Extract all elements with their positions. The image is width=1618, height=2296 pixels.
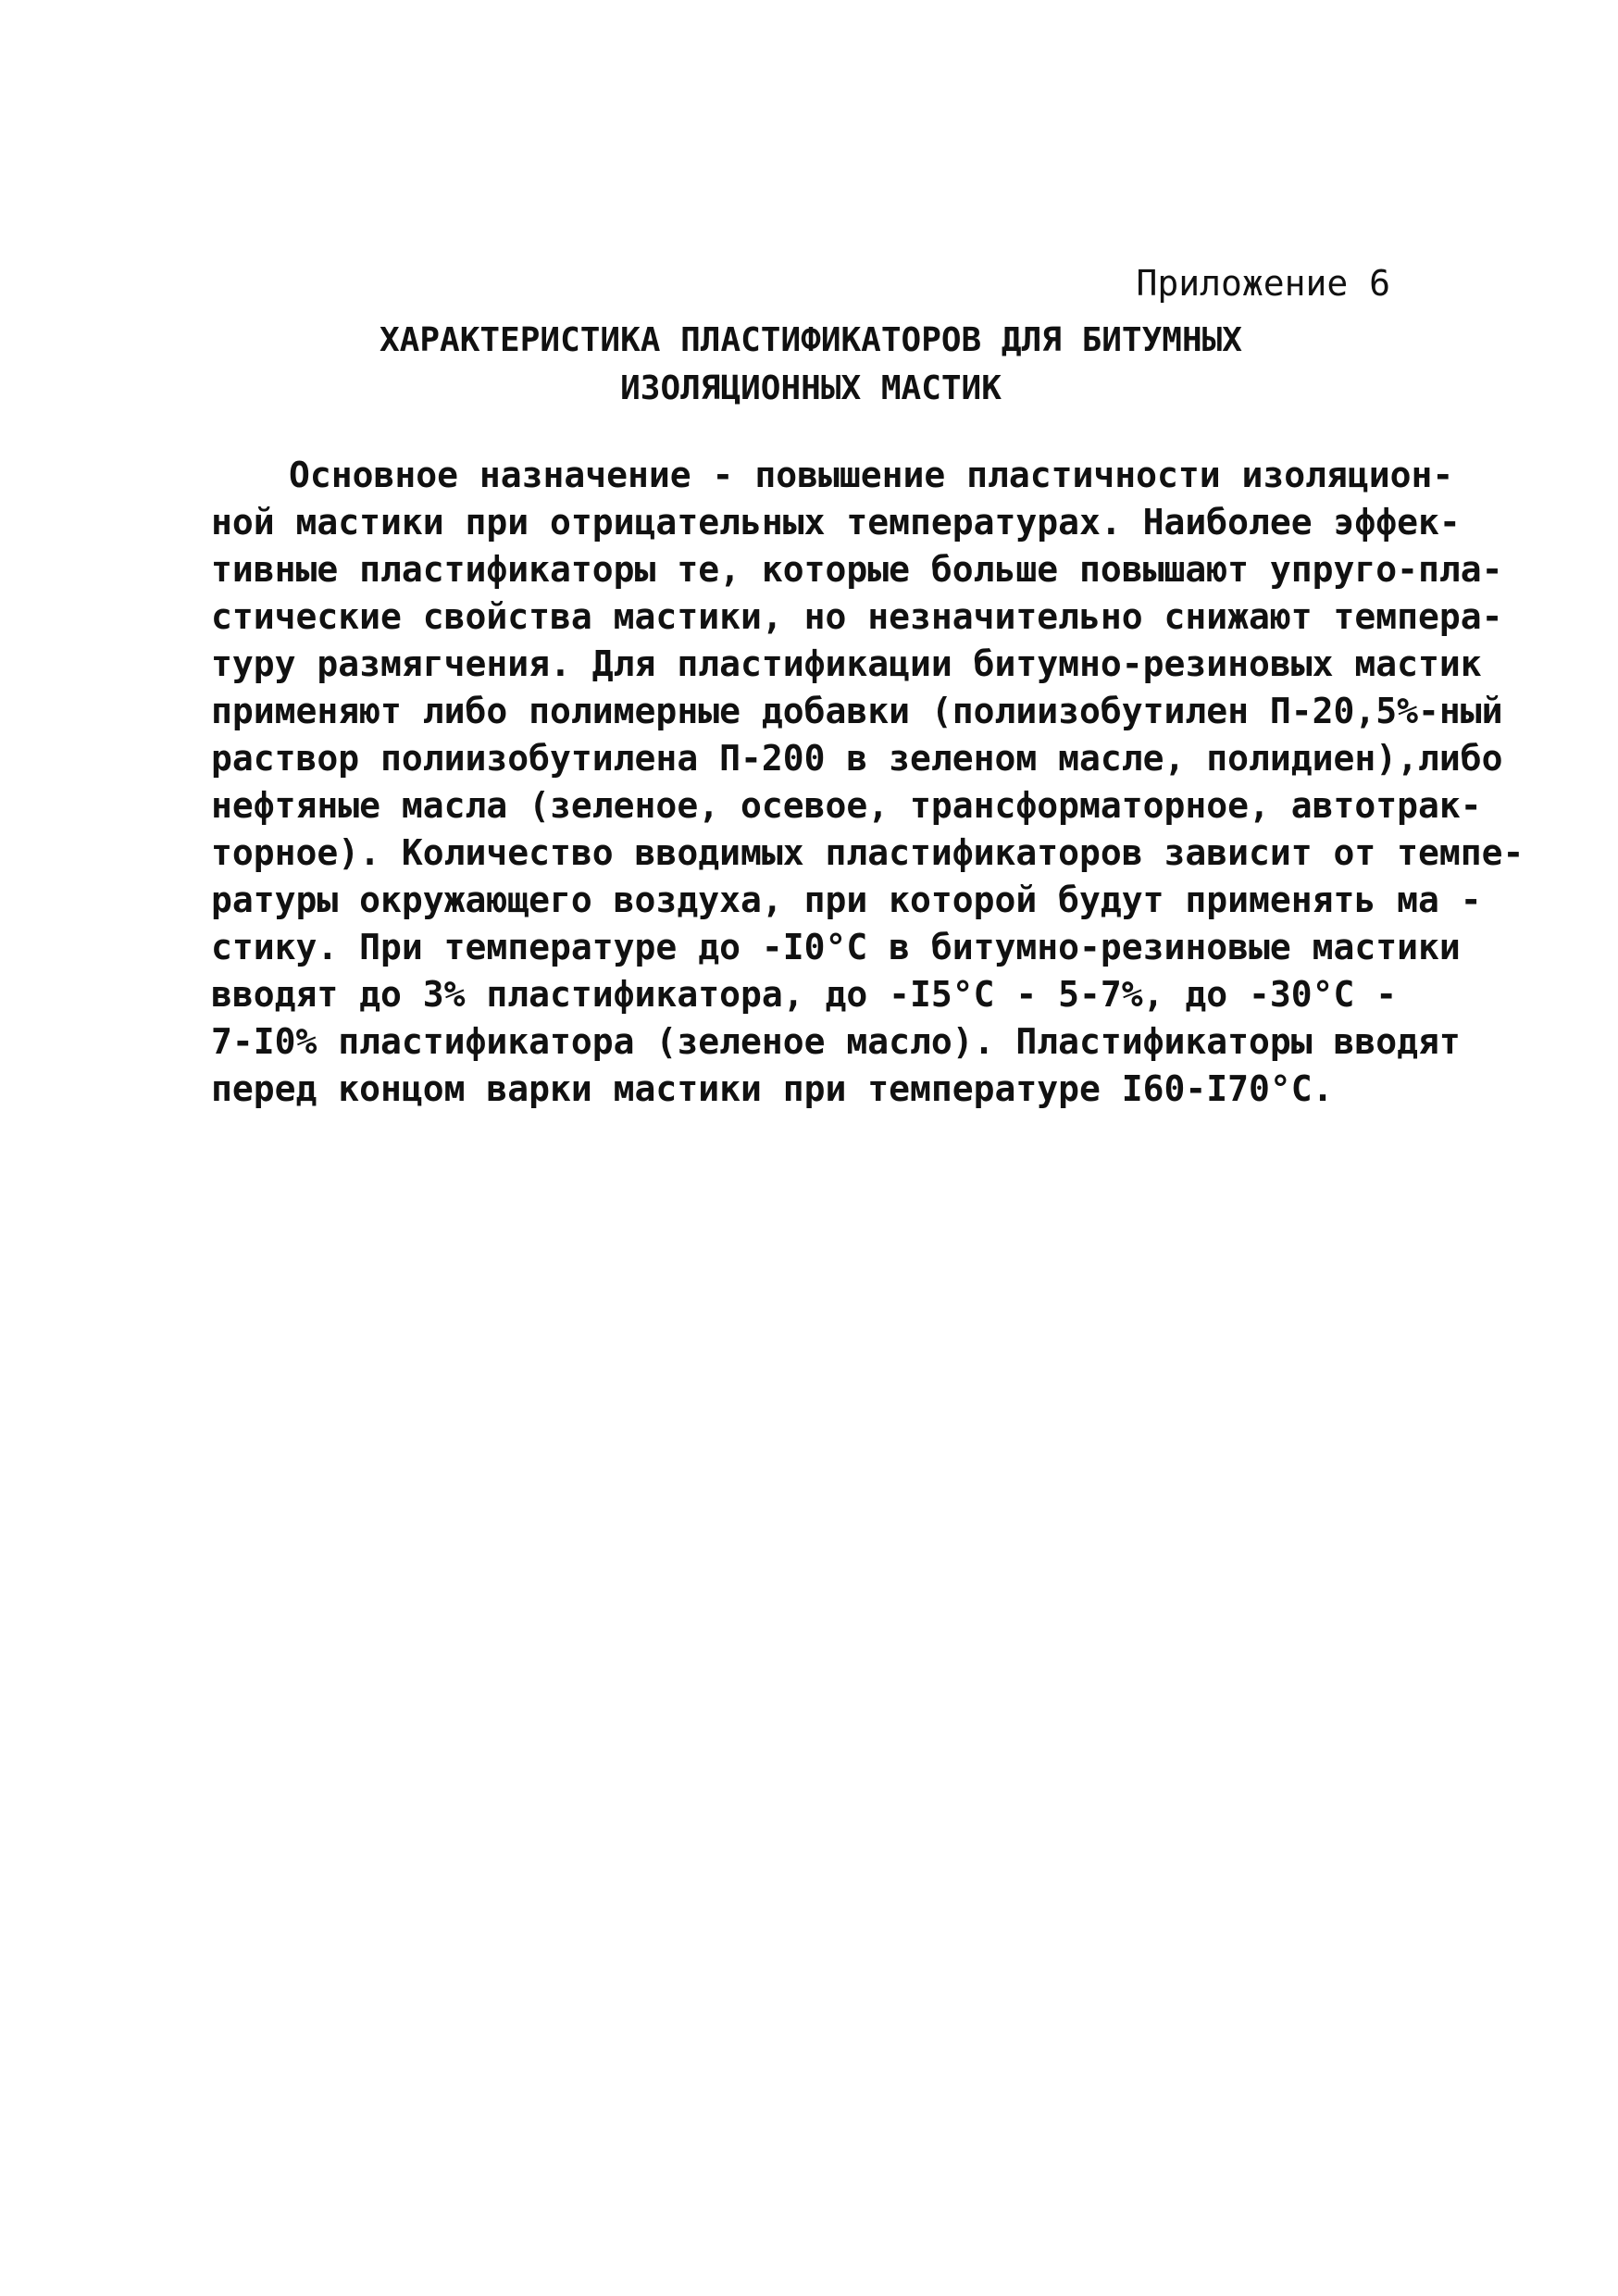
body-line: ной мастики при отрицательных температурах. Наиболее эффек-	[211, 502, 1461, 543]
body-line: перед концом варки мастики при температуре I60-I70°C.	[211, 1068, 1334, 1109]
body-line: раствор полиизобутилена П-200 в зеленом масле, полидиен),либо	[211, 738, 1503, 779]
body-line: нефтяные масла (зеленое, осевое, трансформаторное, автотрак-	[211, 785, 1482, 826]
body-line: вводят до 3% пластификатора, до -I5°C - 5-7%, до -30°C -	[211, 974, 1398, 1015]
body-paragraph	[211, 452, 1525, 1113]
body-line: стику. При температуре до -I0°C в битумно-резиновые мастики	[211, 927, 1461, 967]
appendix-label: Приложение 6	[1136, 263, 1390, 304]
body-line: Основное назначение - повышение пластичности изоляцион-	[289, 455, 1454, 495]
document-title-line-2: ИЗОЛЯЦИОННЫХ МАСТИК	[620, 369, 1002, 407]
body-line: тивные пластификаторы те, которые больше повышают упруго-пла-	[211, 549, 1503, 590]
document-title-line-1: ХАРАКТЕРИСТИКА ПЛАСТИФИКАТОРОВ ДЛЯ БИТУМНЫХ	[380, 321, 1242, 359]
body-line: стические свойства мастики, но незначительно снижают темпера-	[211, 596, 1503, 637]
body-line: туру размягчения. Для пластификации битумно-резиновых мастик	[211, 643, 1482, 684]
body-line: торное). Количество вводимых пластификаторов зависит от темпе-	[211, 832, 1525, 873]
body-line: 7-I0% пластификатора (зеленое масло). Пластификаторы вводят	[211, 1021, 1461, 1062]
body-line: ратуры окружающего воздуха, при которой будут применять ма -	[211, 880, 1482, 920]
body-line: применяют либо полимерные добавки (полиизобутилен П-20,5%-ный	[211, 691, 1503, 731]
